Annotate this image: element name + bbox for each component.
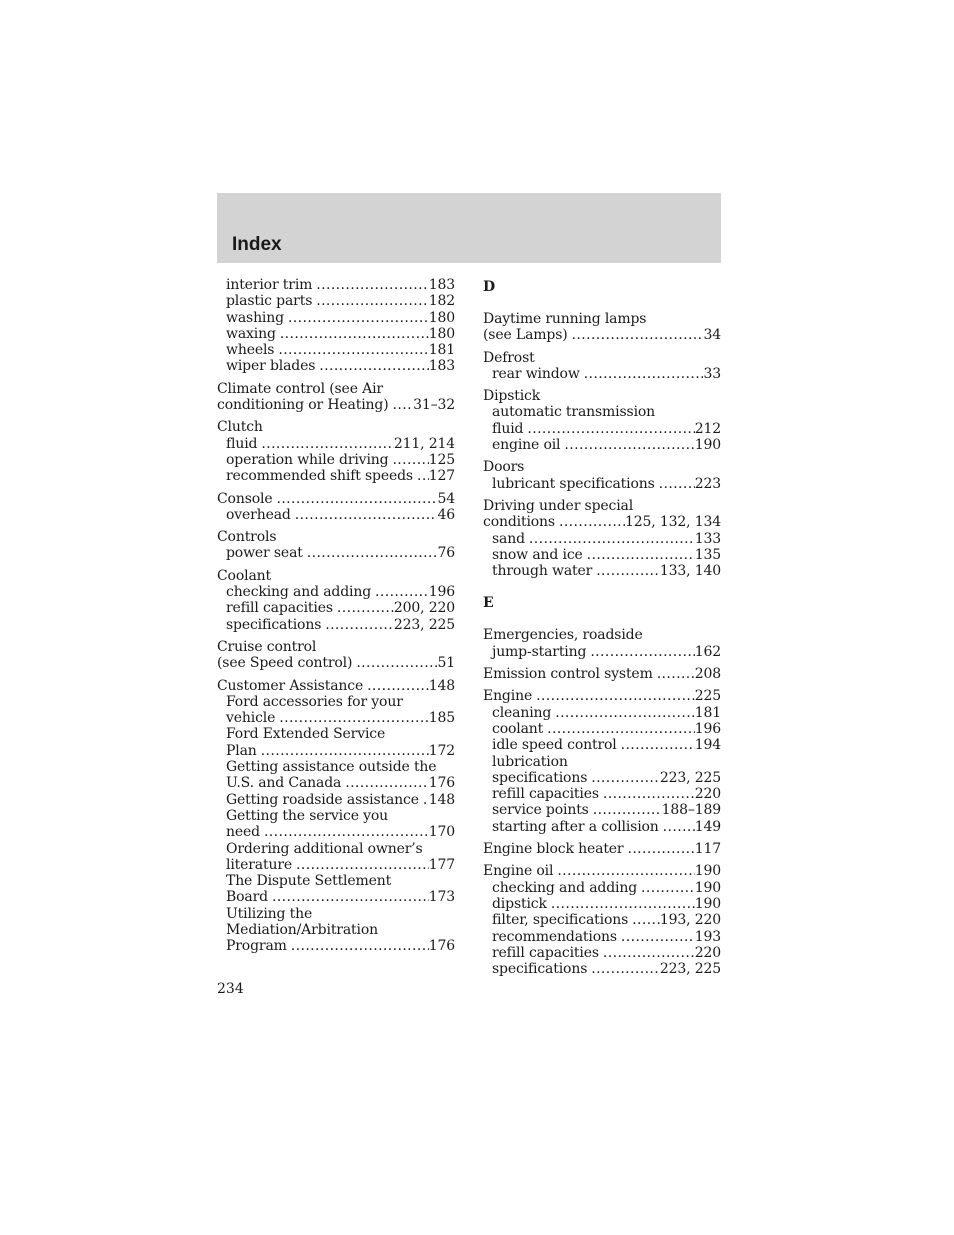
entry-text: specifications xyxy=(492,769,588,786)
index-column-left xyxy=(217,277,455,961)
index-entry-line[interactable] xyxy=(217,655,455,671)
index-subentry[interactable] xyxy=(217,841,455,857)
index-entry xyxy=(217,381,455,414)
entry-text: automatic transmission xyxy=(492,404,656,421)
leader-dots xyxy=(389,397,414,413)
leader-dots xyxy=(587,770,660,786)
index-subentry[interactable] xyxy=(217,436,455,452)
entry-text: Customer Assistance xyxy=(217,677,364,694)
page-reference: 33 xyxy=(703,365,721,382)
page-reference: 200, 220 xyxy=(393,600,455,617)
index-subentry[interactable] xyxy=(483,531,721,547)
page-reference: 125 xyxy=(428,451,455,468)
page-reference: 190 xyxy=(694,863,721,880)
page-reference: 117 xyxy=(694,841,721,858)
page-reference: 127 xyxy=(428,468,455,485)
page-reference: 51 xyxy=(437,655,455,672)
index-entry-line[interactable] xyxy=(483,514,721,530)
index-entry xyxy=(217,419,455,484)
leader-dots xyxy=(547,896,695,912)
index-column-right xyxy=(483,277,721,983)
entry-text: Controls xyxy=(217,529,277,546)
index-subentry[interactable] xyxy=(217,342,455,358)
index-subentry[interactable] xyxy=(483,721,721,737)
entry-text: vehicle xyxy=(226,710,276,727)
page-reference: 212 xyxy=(694,420,721,437)
leader-dots xyxy=(274,342,428,358)
entry-text: Engine xyxy=(483,688,533,705)
page-reference: 188–189 xyxy=(661,802,721,819)
entry-text: refill capacities xyxy=(492,944,599,961)
index-entry xyxy=(217,277,455,375)
entry-text: Engine block heater xyxy=(483,841,624,858)
entry-text: Ford Extended Service xyxy=(226,726,386,743)
leader-dots xyxy=(321,617,394,633)
page-reference: 180 xyxy=(428,325,455,342)
index-subentry[interactable] xyxy=(217,889,455,905)
index-subentry[interactable] xyxy=(483,945,721,961)
index-entry-line[interactable] xyxy=(483,498,721,514)
entry-text: specifications xyxy=(492,961,588,978)
entry-text: Emission control system xyxy=(483,666,653,683)
entry-text: service points xyxy=(492,802,589,819)
entry-text: Cruise control xyxy=(217,638,317,655)
leader-dots xyxy=(637,880,695,896)
leader-dots xyxy=(589,802,662,818)
leader-dots xyxy=(551,705,694,721)
leader-dots xyxy=(292,857,429,873)
index-entry-line[interactable] xyxy=(483,327,721,343)
entry-text: wiper blades xyxy=(226,358,316,375)
index-subentry[interactable] xyxy=(217,545,455,561)
index-entry-line[interactable] xyxy=(217,529,455,545)
index-entry-line[interactable] xyxy=(217,678,455,694)
index-subentry[interactable] xyxy=(217,824,455,840)
index-entry xyxy=(483,841,721,857)
page-reference: 183 xyxy=(428,358,455,375)
index-subentry[interactable] xyxy=(217,906,455,922)
index-entry xyxy=(483,863,721,977)
index-subentry[interactable] xyxy=(217,938,455,954)
index-subentry[interactable] xyxy=(217,775,455,791)
entry-text: Clutch xyxy=(217,419,263,436)
leader-dots xyxy=(371,584,429,600)
entry-text: fluid xyxy=(226,435,258,452)
index-subentry[interactable] xyxy=(483,786,721,802)
index-subentry[interactable] xyxy=(483,770,721,786)
leader-dots xyxy=(312,277,428,293)
entry-text: conditions xyxy=(483,514,555,531)
entry-text: wheels xyxy=(226,342,275,359)
index-entry-line[interactable] xyxy=(483,666,721,682)
page-reference: 193, 220 xyxy=(659,912,721,929)
header-band xyxy=(217,193,721,263)
index-subentry[interactable] xyxy=(483,754,721,770)
entry-text: recommendations xyxy=(492,928,617,945)
index-entry-line[interactable] xyxy=(217,397,455,413)
index-subentry[interactable] xyxy=(217,759,455,775)
page-reference: 185 xyxy=(428,710,455,727)
index-entry-line[interactable] xyxy=(483,688,721,704)
index-subentry[interactable] xyxy=(483,737,721,753)
page-reference: 177 xyxy=(428,856,455,873)
leader-dots xyxy=(525,531,695,547)
page-reference: 31–32 xyxy=(413,397,455,414)
index-entry xyxy=(217,491,455,524)
entry-text: refill capacities xyxy=(226,600,333,617)
index-subentry[interactable] xyxy=(483,476,721,492)
index-entry xyxy=(483,498,721,579)
index-subentry[interactable] xyxy=(483,366,721,382)
entry-text: interior trim xyxy=(226,277,313,293)
entry-text: checking and adding xyxy=(492,879,638,896)
page-reference: 220 xyxy=(694,786,721,803)
index-entry-line[interactable] xyxy=(483,863,721,879)
section-letter: D xyxy=(483,279,495,295)
index-entry-line[interactable] xyxy=(217,381,455,397)
index-subentry[interactable] xyxy=(217,808,455,824)
page-reference: 196 xyxy=(694,720,721,737)
entry-text: Board xyxy=(226,889,268,906)
entry-text: need xyxy=(226,824,260,841)
index-subentry[interactable] xyxy=(483,961,721,977)
entry-text: jump-starting xyxy=(492,643,587,660)
page-reference: 211, 214 xyxy=(393,435,455,452)
entry-text: sand xyxy=(492,530,525,547)
index-subentry[interactable] xyxy=(483,644,721,660)
leader-dots xyxy=(272,491,437,507)
entry-text: Plan xyxy=(226,742,257,759)
entry-text: Console xyxy=(217,490,273,507)
leader-dots xyxy=(599,945,695,961)
entry-text: idle speed control xyxy=(492,737,617,754)
index-entry-line[interactable] xyxy=(483,388,721,404)
leader-dots xyxy=(419,792,429,808)
leader-dots xyxy=(653,666,695,682)
index-subentry[interactable] xyxy=(217,358,455,374)
page-reference: 125, 132, 134 xyxy=(624,514,721,531)
page-reference: 170 xyxy=(428,824,455,841)
index-subentry[interactable] xyxy=(483,705,721,721)
leader-dots xyxy=(268,889,429,905)
index-entry xyxy=(217,529,455,562)
index-subentry[interactable] xyxy=(217,922,455,938)
entry-text: conditioning or Heating) xyxy=(217,397,389,414)
leader-dots xyxy=(284,310,429,326)
leader-dots xyxy=(587,961,660,977)
entry-text: Ordering additional owner’s xyxy=(226,840,423,857)
index-subentry[interactable] xyxy=(483,563,721,579)
index-subentry[interactable] xyxy=(217,792,455,808)
index-entry xyxy=(483,627,721,660)
leader-dots xyxy=(586,644,694,660)
index-subentry[interactable] xyxy=(217,873,455,889)
entry-text: Coolant xyxy=(217,567,271,584)
index-subentry[interactable] xyxy=(483,421,721,437)
index-entry xyxy=(483,666,721,682)
index-subentry[interactable] xyxy=(217,507,455,523)
page-reference: 196 xyxy=(428,584,455,601)
entry-text: washing xyxy=(226,309,284,326)
entry-text: Climate control (see Air xyxy=(217,380,383,397)
leader-dots xyxy=(532,688,695,704)
leader-dots xyxy=(388,452,428,468)
leader-dots xyxy=(523,421,694,437)
page-reference: 133 xyxy=(694,530,721,547)
index-subentry[interactable] xyxy=(483,547,721,563)
entry-text: Doors xyxy=(483,459,525,476)
index-entry xyxy=(483,688,721,835)
page-reference: 190 xyxy=(694,437,721,454)
leader-dots xyxy=(599,786,695,802)
index-subentry[interactable] xyxy=(217,694,455,710)
entry-text: fluid xyxy=(492,420,524,437)
leader-dots xyxy=(315,358,428,374)
index-subentry[interactable] xyxy=(483,437,721,453)
leader-dots xyxy=(257,743,429,759)
leader-dots xyxy=(363,678,429,694)
entry-text: Driving under special xyxy=(483,497,634,514)
page-reference: 54 xyxy=(437,490,455,507)
index-entry-line[interactable] xyxy=(483,350,721,366)
index-entry-line[interactable] xyxy=(217,419,455,435)
entry-text: overhead xyxy=(226,506,291,523)
index-entry xyxy=(483,388,721,453)
index-entry-line[interactable] xyxy=(217,568,455,584)
page-reference: 193 xyxy=(694,928,721,945)
index-subentry[interactable] xyxy=(483,880,721,896)
index-subentry[interactable] xyxy=(217,584,455,600)
entry-text: Emergencies, roadside xyxy=(483,627,643,644)
page-reference: 135 xyxy=(694,546,721,563)
index-subentry[interactable] xyxy=(217,468,455,484)
leader-dots xyxy=(413,468,429,484)
page-reference: 46 xyxy=(437,506,455,523)
leader-dots xyxy=(655,476,695,492)
entry-text: refill capacities xyxy=(492,786,599,803)
leader-dots xyxy=(560,437,694,453)
page-reference: 176 xyxy=(428,775,455,792)
index-subentry[interactable] xyxy=(217,277,455,293)
page-reference: 133, 140 xyxy=(659,563,721,580)
page-reference: 148 xyxy=(428,677,455,694)
entry-text: Getting the service you xyxy=(226,807,389,824)
index-entry xyxy=(217,639,455,672)
page-title: Index xyxy=(232,234,282,255)
entry-text: specifications xyxy=(226,616,322,633)
entry-text: snow and ice xyxy=(492,546,583,563)
leader-dots xyxy=(312,293,428,309)
page-reference: 148 xyxy=(428,791,455,808)
page-reference: 220 xyxy=(694,944,721,961)
entry-text: dipstick xyxy=(492,895,547,912)
page-reference: 181 xyxy=(694,704,721,721)
leader-dots xyxy=(543,721,695,737)
leader-dots xyxy=(275,710,428,726)
leader-dots xyxy=(287,938,429,954)
entry-text: starting after a collision xyxy=(492,818,659,835)
entry-text: Getting assistance outside the xyxy=(226,759,437,776)
entry-text: Ford accessories for your xyxy=(226,693,403,710)
index-subentry[interactable] xyxy=(217,743,455,759)
entry-text: plastic parts xyxy=(226,293,313,310)
index-entry xyxy=(483,459,721,492)
index-subentry[interactable] xyxy=(483,802,721,818)
page-reference: 223 xyxy=(694,475,721,492)
page-reference: 225 xyxy=(694,688,721,705)
entry-text: cleaning xyxy=(492,704,552,721)
leader-dots xyxy=(553,863,694,879)
entry-text: Engine oil xyxy=(483,863,554,880)
entry-text: (see Speed control) xyxy=(217,655,353,672)
page-reference: 183 xyxy=(428,277,455,293)
leader-dots xyxy=(260,824,429,840)
leader-dots xyxy=(568,327,704,343)
index-entry-line[interactable] xyxy=(217,639,455,655)
index-subentry[interactable] xyxy=(483,929,721,945)
index-entry xyxy=(217,678,455,955)
page-reference: 182 xyxy=(428,293,455,310)
leader-dots xyxy=(617,929,695,945)
index-entry-line[interactable] xyxy=(483,311,721,327)
entry-text: through water xyxy=(492,563,593,580)
entry-text: power seat xyxy=(226,545,303,562)
entry-text: Utilizing the xyxy=(226,905,313,922)
page-reference: 194 xyxy=(694,737,721,754)
index-entry xyxy=(483,350,721,383)
index-subentry[interactable] xyxy=(217,293,455,309)
index-subentry[interactable] xyxy=(217,452,455,468)
section-letter: E xyxy=(483,595,494,612)
index-subentry[interactable] xyxy=(483,404,721,420)
leader-dots xyxy=(617,737,695,753)
page-reference: 173 xyxy=(428,889,455,906)
entry-text: (see Lamps) xyxy=(483,327,568,344)
page-reference: 176 xyxy=(428,938,455,955)
leader-dots xyxy=(276,326,429,342)
page-reference: 181 xyxy=(428,342,455,359)
page-number: 234 xyxy=(217,981,244,997)
entry-text: Mediation/Arbitration xyxy=(226,921,378,938)
page-reference: 180 xyxy=(428,309,455,326)
index-subentry[interactable] xyxy=(217,310,455,326)
entry-text: checking and adding xyxy=(226,584,372,601)
entry-text: engine oil xyxy=(492,437,561,454)
index-entry xyxy=(217,568,455,633)
leader-dots xyxy=(303,545,438,561)
leader-dots xyxy=(352,655,437,671)
entry-text: Dipstick xyxy=(483,388,541,405)
entry-text: lubricant specifications xyxy=(492,475,655,492)
entry-text: rear window xyxy=(492,365,580,382)
page-reference: 223, 225 xyxy=(659,961,721,978)
index-entry-line[interactable] xyxy=(217,491,455,507)
entry-text: waxing xyxy=(226,325,276,342)
index-entry-line[interactable] xyxy=(483,627,721,643)
index-subentry[interactable] xyxy=(217,600,455,616)
entry-text: filter, specifications xyxy=(492,912,629,929)
page-reference: 76 xyxy=(437,545,455,562)
index-subentry[interactable] xyxy=(483,896,721,912)
leader-dots xyxy=(257,436,393,452)
leader-dots xyxy=(291,507,438,523)
index-subentry[interactable] xyxy=(217,326,455,342)
entry-text: Program xyxy=(226,938,287,955)
entry-text: literature xyxy=(226,856,293,873)
leader-dots xyxy=(341,775,429,791)
leader-dots xyxy=(623,841,694,857)
leader-dots xyxy=(333,600,394,616)
index-subentry[interactable] xyxy=(217,857,455,873)
index-subentry[interactable] xyxy=(217,710,455,726)
index-entry-line[interactable] xyxy=(483,841,721,857)
entry-text: coolant xyxy=(492,720,544,737)
page-reference: 190 xyxy=(694,895,721,912)
index-subentry[interactable] xyxy=(483,819,721,835)
page-reference: 34 xyxy=(703,327,721,344)
entry-text: Defrost xyxy=(483,349,535,366)
page-reference: 149 xyxy=(694,818,721,835)
index-entry-line[interactable] xyxy=(483,459,721,475)
index-subentry[interactable] xyxy=(217,726,455,742)
index-subentry[interactable] xyxy=(483,912,721,928)
entry-text: Getting roadside assistance xyxy=(226,791,419,808)
entry-text: recommended shift speeds xyxy=(226,468,413,485)
leader-dots xyxy=(583,547,695,563)
entry-text: The Dispute Settlement xyxy=(226,873,392,890)
page-reference: 223, 225 xyxy=(393,616,455,633)
leader-dots xyxy=(628,912,660,928)
entry-text: lubrication xyxy=(492,753,568,770)
leader-dots xyxy=(555,514,625,530)
leader-dots xyxy=(592,563,660,579)
leader-dots xyxy=(580,366,704,382)
index-subentry[interactable] xyxy=(217,617,455,633)
entry-text: U.S. and Canada xyxy=(226,775,342,792)
entry-text: operation while driving xyxy=(226,451,389,468)
entry-text: Daytime running lamps xyxy=(483,311,647,327)
page-reference: 223, 225 xyxy=(659,769,721,786)
page-reference: 162 xyxy=(694,643,721,660)
page-reference: 190 xyxy=(694,879,721,896)
page-reference: 172 xyxy=(428,742,455,759)
index-entry xyxy=(483,311,721,344)
page-reference: 208 xyxy=(694,666,721,683)
leader-dots xyxy=(659,819,695,835)
